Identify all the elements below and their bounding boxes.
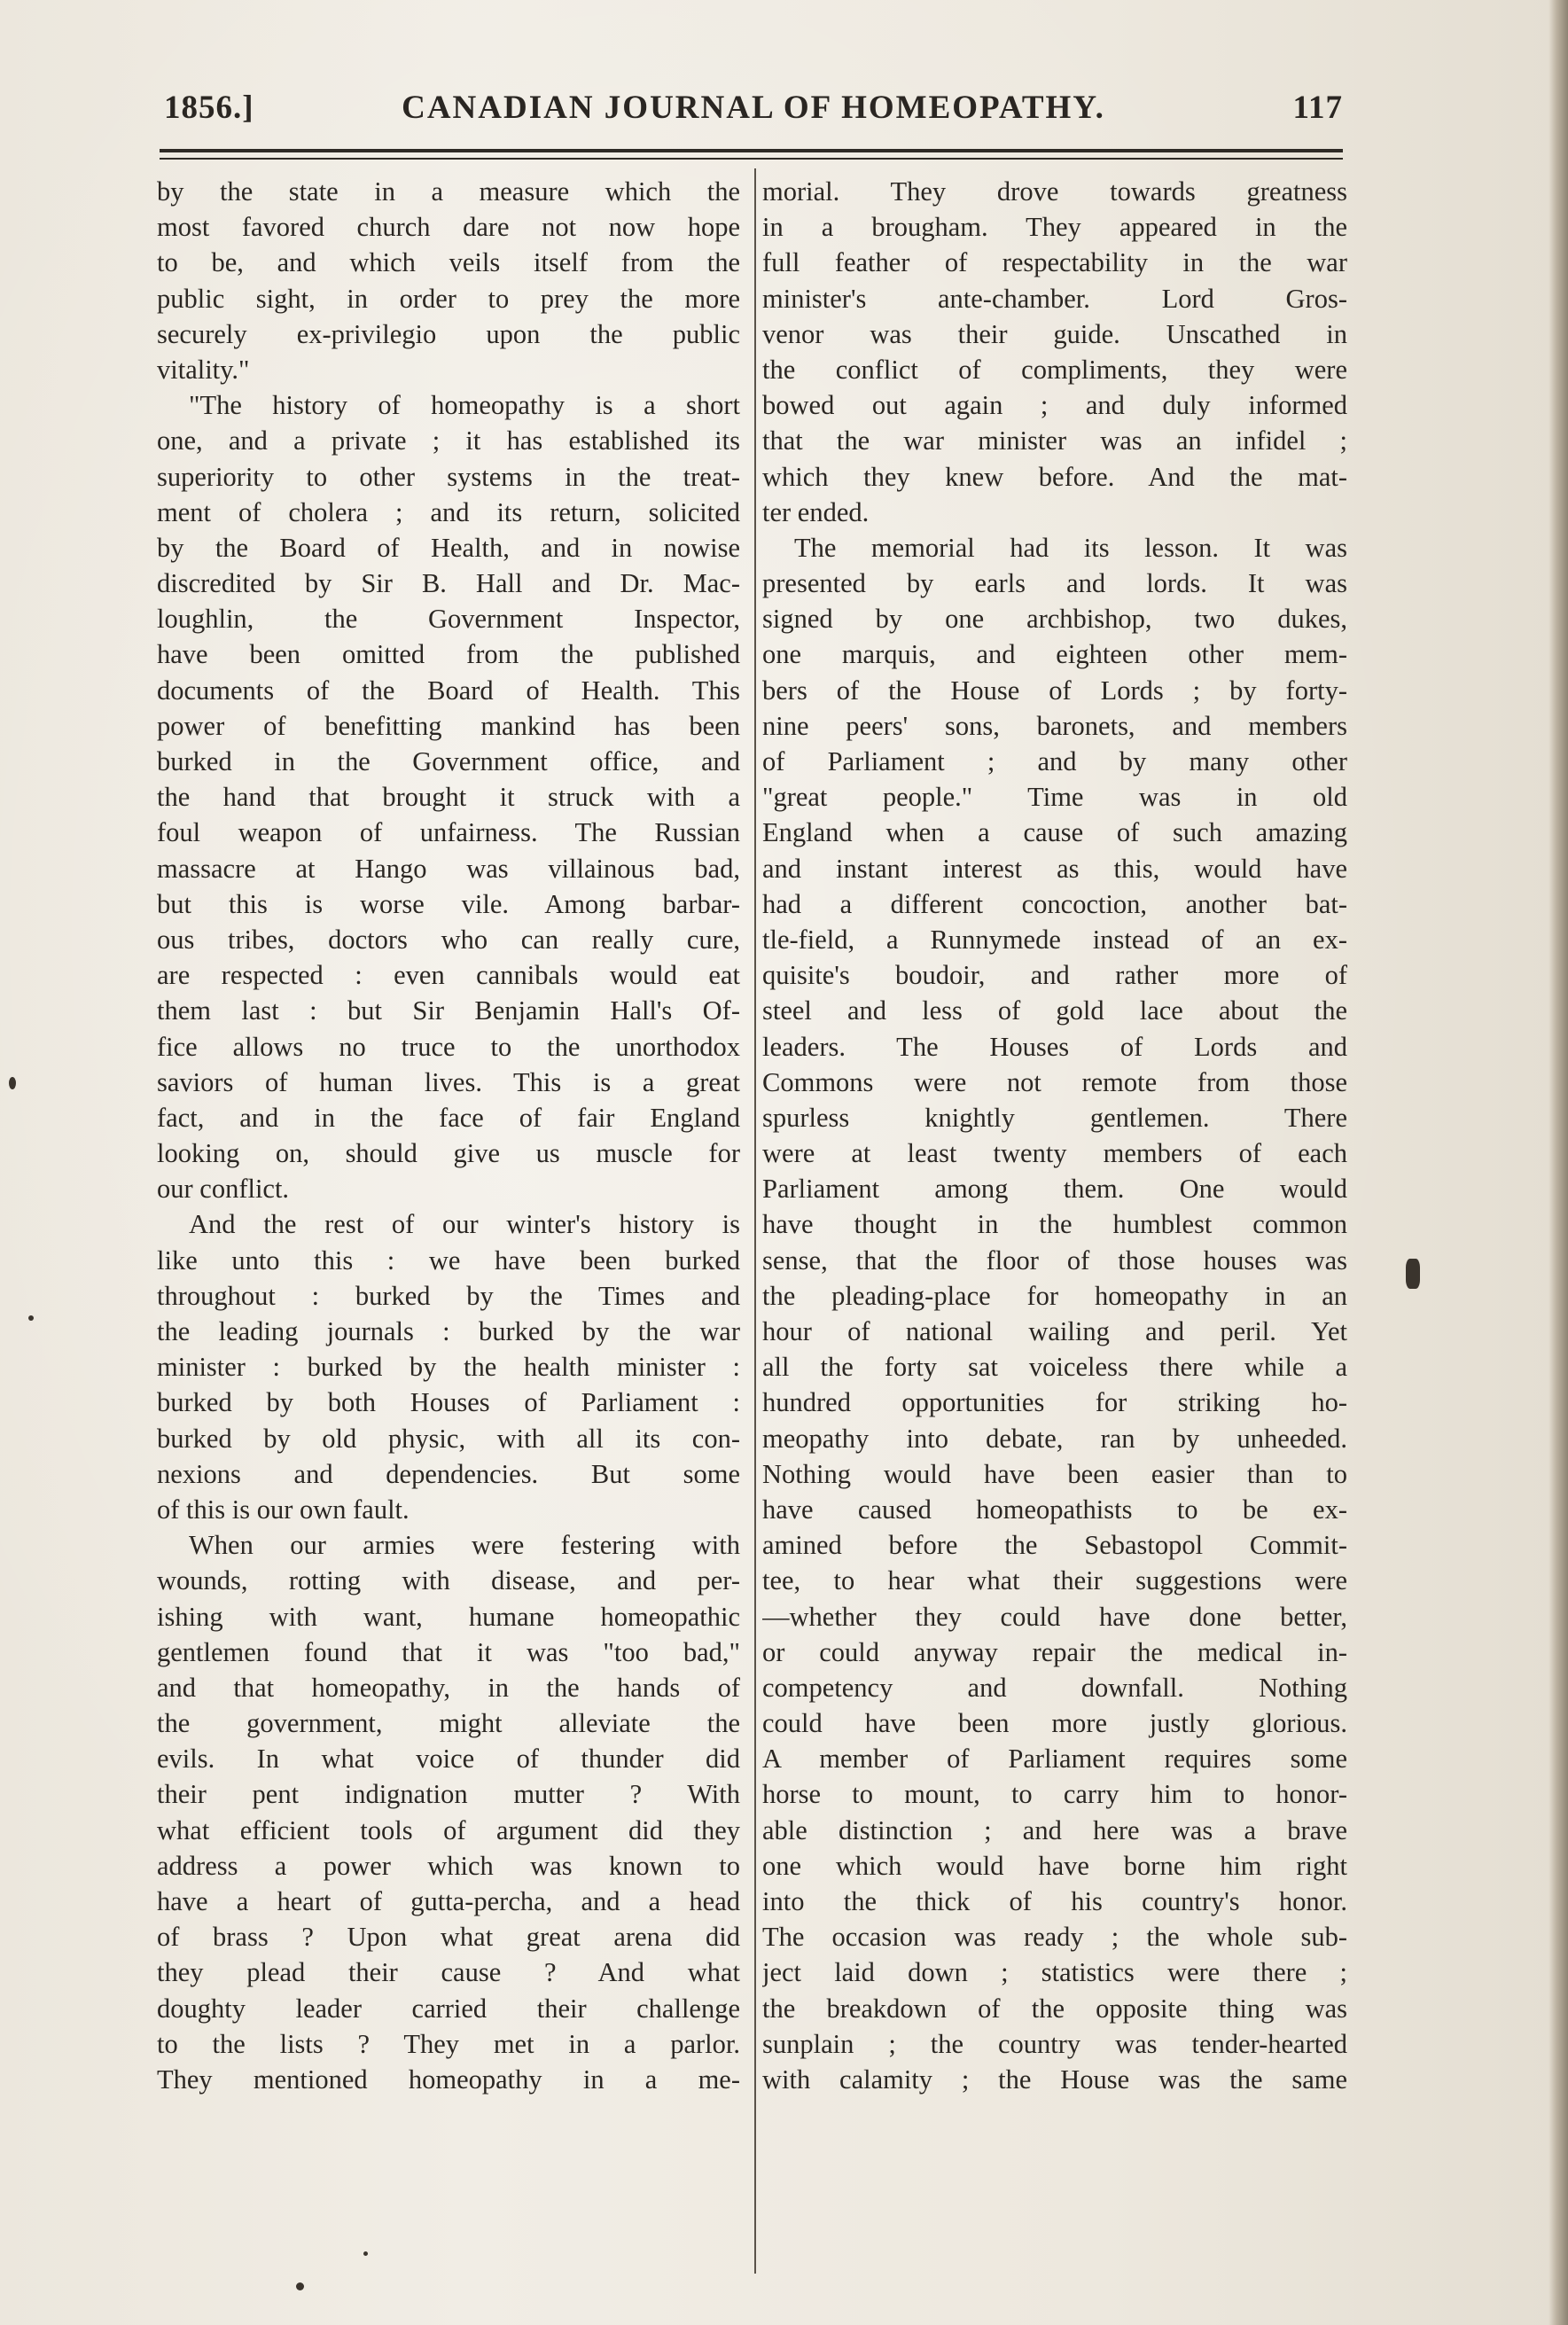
text-line: into the thick of his country's honor. — [762, 1886, 1347, 1916]
text-line: have a heart of gutta-percha, and a head — [157, 1886, 740, 1916]
text-line: "The history of homeopathy is a short — [189, 390, 740, 421]
text-line: throughout : burked by the Times and — [157, 1280, 740, 1311]
running-header — [164, 89, 1343, 129]
text-line: And the rest of our winter's history is — [189, 1209, 740, 1240]
header-rule-thin — [160, 158, 1343, 160]
text-line: documents of the Board of Health. This — [157, 675, 740, 706]
text-line: tle-field, a Runnymede instead of an ex- — [762, 924, 1347, 955]
text-line: most favored church dare not now hope — [157, 212, 740, 243]
text-line: the government, might alleviate the — [157, 1708, 740, 1739]
text-line: the hand that brought it struck with a — [157, 782, 740, 813]
header-year: 1856.] — [164, 90, 254, 126]
text-line: are respected : even cannibals would eat — [157, 960, 740, 991]
text-line: hour of national wailing and peril. Yet — [762, 1316, 1347, 1346]
text-line: with calamity ; the House was the same — [762, 2064, 1347, 2095]
text-line: their pent indignation mutter ? With — [157, 1779, 740, 1810]
text-line: by the Board of Health, and in nowise — [157, 532, 740, 563]
text-line: burked in the Government office, and — [157, 746, 740, 776]
header-page-number: 117 — [1292, 90, 1343, 126]
text-line: bers of the House of Lords ; by forty- — [762, 675, 1347, 706]
text-line: have been omitted from the published — [157, 639, 740, 670]
text-line: saviors of human lives. This is a great — [157, 1066, 740, 1097]
text-line: fact, and in the face of fair England — [157, 1102, 740, 1133]
text-line: Commons were not remote from those — [762, 1066, 1347, 1097]
text-line: one marquis, and eighteen other mem- — [762, 639, 1347, 670]
text-line: The memorial had its lesson. It was — [794, 532, 1347, 563]
text-line: quisite's boudoir, and rather more of — [762, 960, 1347, 991]
text-line: to be, and which veils itself from the — [157, 247, 740, 278]
text-line: the breakdown of the opposite thing was — [762, 1993, 1347, 2024]
text-line: had a different concoction, another bat- — [762, 888, 1347, 919]
margin-speck — [363, 2251, 368, 2256]
text-line: of brass ? Upon what great arena did — [157, 1922, 740, 1953]
left-text-column — [157, 174, 740, 2097]
text-line: morial. They drove towards greatness — [762, 176, 1347, 207]
column-divider — [754, 168, 756, 2274]
text-line: minister's ante-chamber. Lord Gros- — [762, 283, 1347, 314]
text-line: sense, that the floor of those houses was — [762, 1244, 1347, 1276]
text-line: wounds, rotting with disease, and per- — [157, 1565, 740, 1596]
text-line: address a power which was known to — [157, 1850, 740, 1881]
text-line: ter ended. — [762, 496, 870, 527]
text-line: spurless knightly gentlemen. There — [762, 1102, 1347, 1133]
text-line: minister : burked by the health minister : — [157, 1352, 740, 1383]
right-text-column — [762, 174, 1347, 2097]
text-line: leaders. The Houses of Lords and — [762, 1031, 1347, 1062]
text-line: power of benefitting mankind has been — [157, 710, 740, 741]
text-line: have thought in the humblest common — [762, 1209, 1347, 1240]
text-line: of this is our own fault. — [157, 1494, 410, 1525]
text-line: which they knew before. And the mat- — [762, 461, 1347, 492]
text-line: by the state in a measure which the — [157, 176, 740, 207]
margin-speck — [9, 1077, 16, 1089]
text-line: looking on, should give us muscle for — [157, 1138, 740, 1169]
text-line: and instant interest as this, would have — [762, 853, 1347, 884]
text-line: burked by both Houses of Parliament : — [157, 1387, 740, 1418]
text-line: doughty leader carried their challenge — [157, 1993, 740, 2024]
text-line: ject laid down ; statistics were there ; — [762, 1957, 1347, 1988]
text-line: they plead their cause ? And what — [157, 1957, 740, 1988]
text-line: Nothing would have been easier than to — [762, 1458, 1347, 1489]
text-line: presented by earls and lords. It was — [762, 568, 1347, 599]
text-line: burked by old physic, with all its con- — [157, 1423, 740, 1454]
margin-speck — [296, 2282, 304, 2290]
text-line: or could anyway repair the medical in- — [762, 1636, 1347, 1667]
text-line: England when a cause of such amazing — [762, 817, 1347, 848]
text-line: Parliament among them. One would — [762, 1174, 1347, 1205]
text-line: able distinction ; and here was a brave — [762, 1814, 1347, 1845]
text-line: horse to mount, to carry him to honor- — [762, 1779, 1347, 1810]
page-edge-shadow — [1548, 0, 1568, 2325]
text-line: A member of Parliament requires some — [762, 1744, 1347, 1775]
text-line: signed by one archbishop, two dukes, — [762, 604, 1347, 635]
text-line: ment of cholera ; and its return, solicited — [157, 496, 740, 527]
text-line: public sight, in order to prey the more — [157, 283, 740, 314]
text-line: the leading journals : burked by the war — [157, 1316, 740, 1346]
text-line: hundred opportunities for striking ho- — [762, 1387, 1347, 1418]
margin-speck — [28, 1315, 34, 1321]
text-line: superiority to other systems in the treat- — [157, 461, 740, 492]
text-line: When our armies were festering with — [189, 1530, 740, 1561]
header-rule-thick — [160, 149, 1343, 152]
text-line: the pleading-place for homeopathy in an — [762, 1280, 1347, 1311]
text-line: discredited by Sir B. Hall and Dr. Mac- — [157, 568, 740, 599]
text-line: our conflict. — [157, 1174, 290, 1205]
text-line: but this is worse vile. Among barbar- — [157, 888, 740, 919]
text-line: fice allows no truce to the unorthodox — [157, 1031, 740, 1062]
text-line: full feather of respectability in the war — [762, 247, 1347, 278]
text-line: "great people." Time was in old — [762, 782, 1347, 813]
header-journal-title: CANADIAN JOURNAL OF HOMEOPATHY. — [402, 90, 1105, 126]
text-line: bowed out again ; and duly informed — [762, 390, 1347, 421]
text-line: that the war minister was an infidel ; — [762, 425, 1347, 456]
text-line: one, and a private ; it has established its — [157, 425, 740, 456]
text-line: nexions and dependencies. But some — [157, 1458, 740, 1489]
text-line: loughlin, the Government Inspector, — [157, 604, 740, 635]
text-line: in a brougham. They appeared in the — [762, 212, 1347, 243]
text-line: one which would have borne him right — [762, 1850, 1347, 1881]
text-line: foul weapon of unfairness. The Russian — [157, 817, 740, 848]
text-line: venor was their guide. Unscathed in — [762, 318, 1347, 349]
text-line: vitality." — [157, 354, 250, 385]
text-line: The occasion was ready ; the whole sub- — [762, 1922, 1347, 1953]
margin-speck — [1406, 1259, 1420, 1289]
text-line: evils. In what voice of thunder did — [157, 1744, 740, 1775]
text-line: massacre at Hango was villainous bad, — [157, 853, 740, 884]
text-line: nine peers' sons, baronets, and members — [762, 710, 1347, 741]
text-line: and that homeopathy, in the hands of — [157, 1672, 740, 1703]
text-line: the conflict of compliments, they were — [762, 354, 1347, 385]
text-line: tee, to hear what their suggestions were — [762, 1565, 1347, 1596]
text-line: all the forty sat voiceless there while a — [762, 1352, 1347, 1383]
text-line: steel and less of gold lace about the — [762, 995, 1347, 1026]
text-line: like unto this : we have been burked — [157, 1244, 740, 1276]
text-line: to the lists ? They met in a parlor. — [157, 2028, 740, 2059]
text-line: gentlemen found that it was "too bad," — [157, 1636, 740, 1667]
text-line: of Parliament ; and by many other — [762, 746, 1347, 776]
text-line: them last : but Sir Benjamin Hall's Of- — [157, 995, 740, 1026]
text-line: have caused homeopathists to be ex- — [762, 1494, 1347, 1525]
text-line: securely ex-privilegio upon the public — [157, 318, 740, 349]
text-line: —whether they could have done better, — [762, 1601, 1347, 1632]
text-line: meopathy into debate, ran by unheeded. — [762, 1423, 1347, 1454]
text-line: were at least twenty members of each — [762, 1138, 1347, 1169]
text-line: could have been more justly glorious. — [762, 1708, 1347, 1739]
text-line: sunplain ; the country was tender-hearted — [762, 2028, 1347, 2059]
text-line: ishing with want, humane homeopathic — [157, 1601, 740, 1632]
text-line: competency and downfall. Nothing — [762, 1672, 1347, 1703]
text-line: amined before the Sebastopol Commit- — [762, 1530, 1347, 1561]
text-line: They mentioned homeopathy in a me- — [157, 2064, 740, 2095]
text-line: ous tribes, doctors who can really cure, — [157, 924, 740, 955]
text-line: what efficient tools of argument did they — [157, 1814, 740, 1845]
